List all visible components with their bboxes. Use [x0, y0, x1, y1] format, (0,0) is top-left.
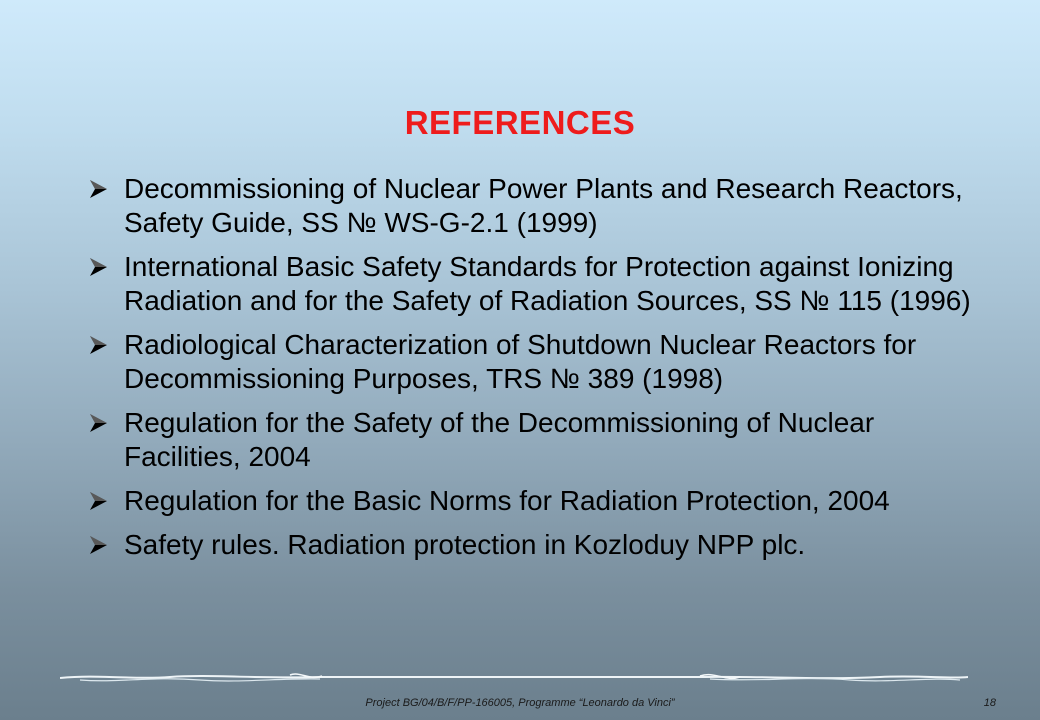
- arrowhead-bullet-icon: [88, 491, 108, 511]
- reference-item: [88, 484, 988, 518]
- reference-item: [88, 528, 988, 562]
- arrowhead-bullet-icon: [88, 413, 108, 433]
- arrowhead-bullet-icon: [88, 335, 108, 355]
- reference-text: Regulation for the Safety of the Decommissioning of Nuclear Facilities, 2004: [124, 407, 875, 472]
- arrowhead-bullet-icon: [88, 257, 108, 277]
- arrowhead-bullet-icon: [88, 535, 108, 555]
- reference-text: Safety rules. Radiation protection in Kozloduy NPP plc.: [124, 529, 806, 560]
- reference-text: International Basic Safety Standards for Protection against Ionizing Radiation and for the Safety of Radiation Sources, SS № 115 (1996): [124, 251, 971, 316]
- slide-title: REFERENCES: [404, 104, 636, 141]
- reference-text: Regulation for the Basic Norms for Radiation Protection, 2004: [124, 485, 890, 516]
- reference-text: Decommissioning of Nuclear Power Plants and Research Reactors, Safety Guide, SS № WS-G-2.1 (1999): [124, 173, 963, 238]
- references-list: [88, 172, 988, 572]
- reference-text: Radiological Characterization of Shutdown Nuclear Reactors for Decommissioning Purposes, TRS № 389 (1998): [124, 329, 917, 394]
- page-number: 18: [983, 697, 996, 709]
- reference-item: [88, 328, 988, 396]
- ornamental-divider: [60, 668, 968, 688]
- footer-text: Project BG/04/B/F/PP-166005, Programme “Leonardo da Vinci”: [365, 697, 675, 709]
- reference-item: [88, 172, 988, 240]
- arrowhead-bullet-icon: [88, 179, 108, 199]
- reference-item: [88, 406, 988, 474]
- reference-item: [88, 250, 988, 318]
